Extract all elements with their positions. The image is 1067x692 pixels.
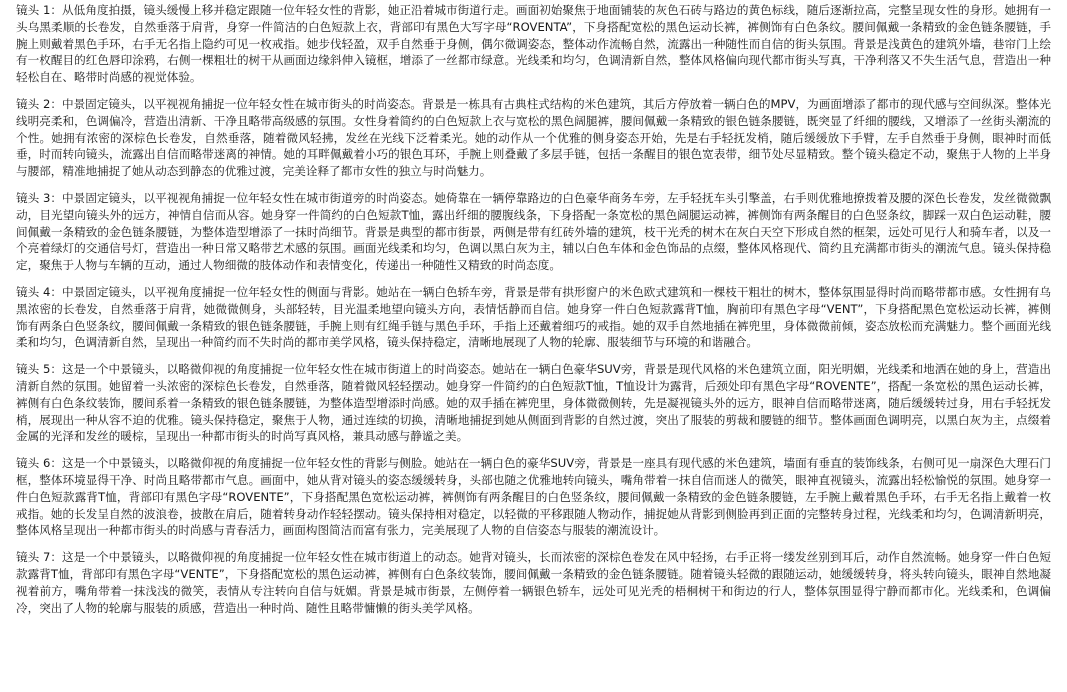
shot-4-description: 镜头 4：中景固定镜头，以平视角度捕捉一位年轻女性的侧面与背影。她站在一辆白色轿车旁，背景是带有拱形窗户的米色欧式建筑和一棵枝干粗壮的树木，整体氛围显得时尚而略带都市感。女性拥有乌黑浓密的长卷发，自然垂落于肩背，她微微侧身，头部轻转，目光温柔地望向镜头方向，表情恬静而自信。她身穿一件白色短款露背T恤，胸前印有黑色字母“VENT”，下身搭配黑色宽松运动长裤，裤侧饰有两条白色竖条纹，腰间佩戴一条精致的银色链条腰链，手腕上则有红绳手链与黑色手环，手指上还戴着细巧的戒指。她的双手自然地插在裤兜里，身体微微前倾，姿态放松而充满魅力。整个画面光线柔和均匀，色调清新自然，呈现出一种简约而不失时尚的都市美学风格，镜头保持稳定，清晰地展现了人物的轮廓、服装细节与环境的和谐融合。 <box>16 284 1051 350</box>
shot-5-description: 镜头 5：这是一个中景镜头，以略微仰视的角度捕捉一位年轻女性在城市街道上的时尚姿态。她站在一辆白色豪华SUV旁，背景是现代风格的米色建筑立面，阳光明媚，光线柔和地洒在她的身上，营造出清新自然的氛围。她留着一头浓密的深棕色长卷发，自然垂落，随着微风轻轻摆动。她身穿一件简约的白色短款T恤，T恤设计为露背，后颈处印有黑色字母“ROVENTE”，搭配一条宽松的黑色运动长裤，裤侧有白色条纹装饰，腰间系着一条精致的银色链条腰链，为整体造型增添时尚感。她的双手插在裤兜里，身体微微侧转，先是凝视镜头外的远方，眼神自信而略带迷离，随后缓缓转过身，用右手轻抚发梢，展现出一种从容不迫的优雅。镜头保持稳定，聚焦于人物，通过连续的切换，清晰地捕捉到她从侧面到背影的自然过渡，突出了服装的剪裁和腰链的细节。整体画面色调明亮，以黑白灰为主，点缀着金属的光泽和发丝的暖棕，呈现出一种都市街头的时尚写真风格，兼具动感与静谧之美。 <box>16 362 1051 444</box>
shot-1-description: 镜头 1：从低角度拍摄，镜头缓慢上移并稳定跟随一位年轻女性的背影，她正沿着城市街道行走。画面初始聚焦于地面铺装的灰色石砖与路边的黄色标线，随后逐渐拉高，完整呈现女性的身形。她拥有一头乌黑柔顺的长卷发，自然垂落于肩背，身穿一件简洁的白色短款上衣，背部印有黑色大写字母“ROVENTA”，下身搭配宽松的黑色运动长裤，裤侧饰有白色条纹。腰间佩戴一条精致的金色链条腰链，手腕上则戴着黑色手环，右手无名指上隐约可见一枚戒指。她步伐轻盈，双手自然垂于身侧，偶尔微调姿态，整体动作流畅自然，流露出一种随性而自信的街头氛围。背景是浅黄色的建筑外墙，巷帘门上绘有一枚醒目的红色唇印涂鸦，右侧一棵粗壮的树干从画面边缘斜伸入镜框，增添了一丝都市绿意。光线柔和均匀，色调清新自然，整体风格偏向现代都市街头写真，干净利落又不失生活气息，营造出一种轻松自在、略带时尚感的视觉体验。 <box>16 3 1051 85</box>
shot-7-description: 镜头 7：这是一个中景镜头，以略微仰视的角度捕捉一位年轻女性在城市街道上的动态。她背对镜头，长而浓密的深棕色卷发在风中轻扬，右手正将一缕发丝别到耳后，动作自然流畅。她身穿一件白色短款露背T恤，背部印有黑色字母“VENTE”，下身搭配宽松的黑色运动裤，裤侧有白色条纹装饰，腰间佩戴一条精致的金色链条腰链。随着镜头轻微的跟随运动，她缓缓转身，将头转向镜头，眼神自然地凝视着前方，嘴角带着一抹浅浅的微笑，表情从专注转向自信与妩媚。背景是城市街景，左侧停着一辆银色轿车，远处可见光秃的梧桐树干和街边的行人，整体氛围显得宁静而都市化。光线柔和，色调偏冷，突出了人物的轮廓与服装的质感，营造出一种时尚、随性且略带慵懒的街头美学风格。 <box>16 550 1051 615</box>
shot-3-description: 镜头 3：中景固定镜头，以平视视角捕捉一位年轻女性在城市街道旁的时尚姿态。她倚靠在一辆停靠路边的白色豪华商务车旁，左手轻抚车头引擎盖，右手则优雅地撩拨着及腰的深色长卷发，发丝微微飘动，目光望向镜头外的远方，神情自信而从容。她身穿一件简约的白色短款T恤，露出纤细的腰腹线条，下身搭配一条宽松的黑色阔腿运动裤，裤侧饰有两条醒目的白色竖条纹，脚踩一双白色运动鞋，腰间佩戴一条精致的金色链条腰链，为整体造型增添了一抹时尚细节。背景是典型的都市街景，两侧是带有红砖外墙的建筑，枝干光秃的树木在灰白天空下形成自然的框架，远处可见行人和骑车者，以及一个亮着绿灯的交通信号灯，营造出一种日常又略带艺术感的氛围。画面光线柔和均匀，色调以黑白灰为主，辅以白色车体和金色饰品的点缀，整体风格现代、简约且充满都市街头的潮流气息。镜头保持稳定，聚焦于人物与车辆的互动，通过人物细微的肢体动作和表情变化，传递出一种随性又精致的时尚态度。 <box>16 190 1051 273</box>
shot-2-description: 镜头 2：中景固定镜头，以平视视角捕捉一位年轻女性在城市街头的时尚姿态。背景是一栋具有古典柱式结构的米色建筑，其后方停放着一辆白色的MPV，为画面增添了都市的现代感与空间纵深。整体光线明亮柔和，色调偏冷，营造出清新、干净且略带高级感的氛围。女性身着简约的白色短款上衣与宽松的黑色阔腿裤，腰间佩戴一条精致的银色链条腰链，既突显了纤细的腰线，又增添了一丝街头潮流的个性。她拥有浓密的深棕色长卷发，自然垂落，随着微风轻拂，发丝在光线下泛着柔光。她的动作从一个优雅的侧身姿态开始，先是右手轻抚发梢，随后缓缓放下手臂，左手自然垂于身侧，眼神时而低垂，时而转向镜头，流露出自信而略带迷离的神情。她的耳畔佩戴着小巧的银色耳环，手腕上则叠戴了多层手链，包括一条醒目的银色宽表带，细节处尽显精致。整个镜头稳定不动，聚焦于人物的上半身与腰部，精准地捕捉了她从动态到静态的优雅过渡，完美诠释了都市女性的独立与时尚魅力。 <box>16 96 1051 179</box>
shot-6-description: 镜头 6：这是一个中景镜头，以略微仰视的角度捕捉一位年轻女性的背影与侧脸。她站在一辆白色的豪华SUV旁，背景是一座具有现代感的米色建筑，墙面有垂直的装饰线条，右侧可见一扇深色大理石门框，整体环境显得干净、时尚且略带都市气息。画面中，她从背对镜头的姿态缓缓转身，头部也随之优雅地转向镜头，嘴角带着一抹自信而迷人的微笑，眼神直视镜头，流露出轻松愉悦的氛围。她身穿一件白色短款露背T恤，背部印有黑色字母“ROVENTE”，下身搭配黑色宽松运动裤，裤侧饰有两条醒目的白色竖条纹，腰间佩戴一条精致的金色链条腰链，左手腕上戴着黑色手环，右手无名指上戴着一枚戒指。她的长发呈自然的波浪卷，披散在肩后，随着转身动作轻轻摆动。镜头保持相对稳定，以轻微的平移跟随人物动作，捕捉她从背影到侧脸再到正面的完整转身过程，光线柔和均匀，色调清新明亮，整体风格呈现出一种都市街头的时尚感与青春活力，画面构图简洁而富有张力，完美展现了人物的自信姿态与服装的潮流设计。 <box>16 456 1051 538</box>
